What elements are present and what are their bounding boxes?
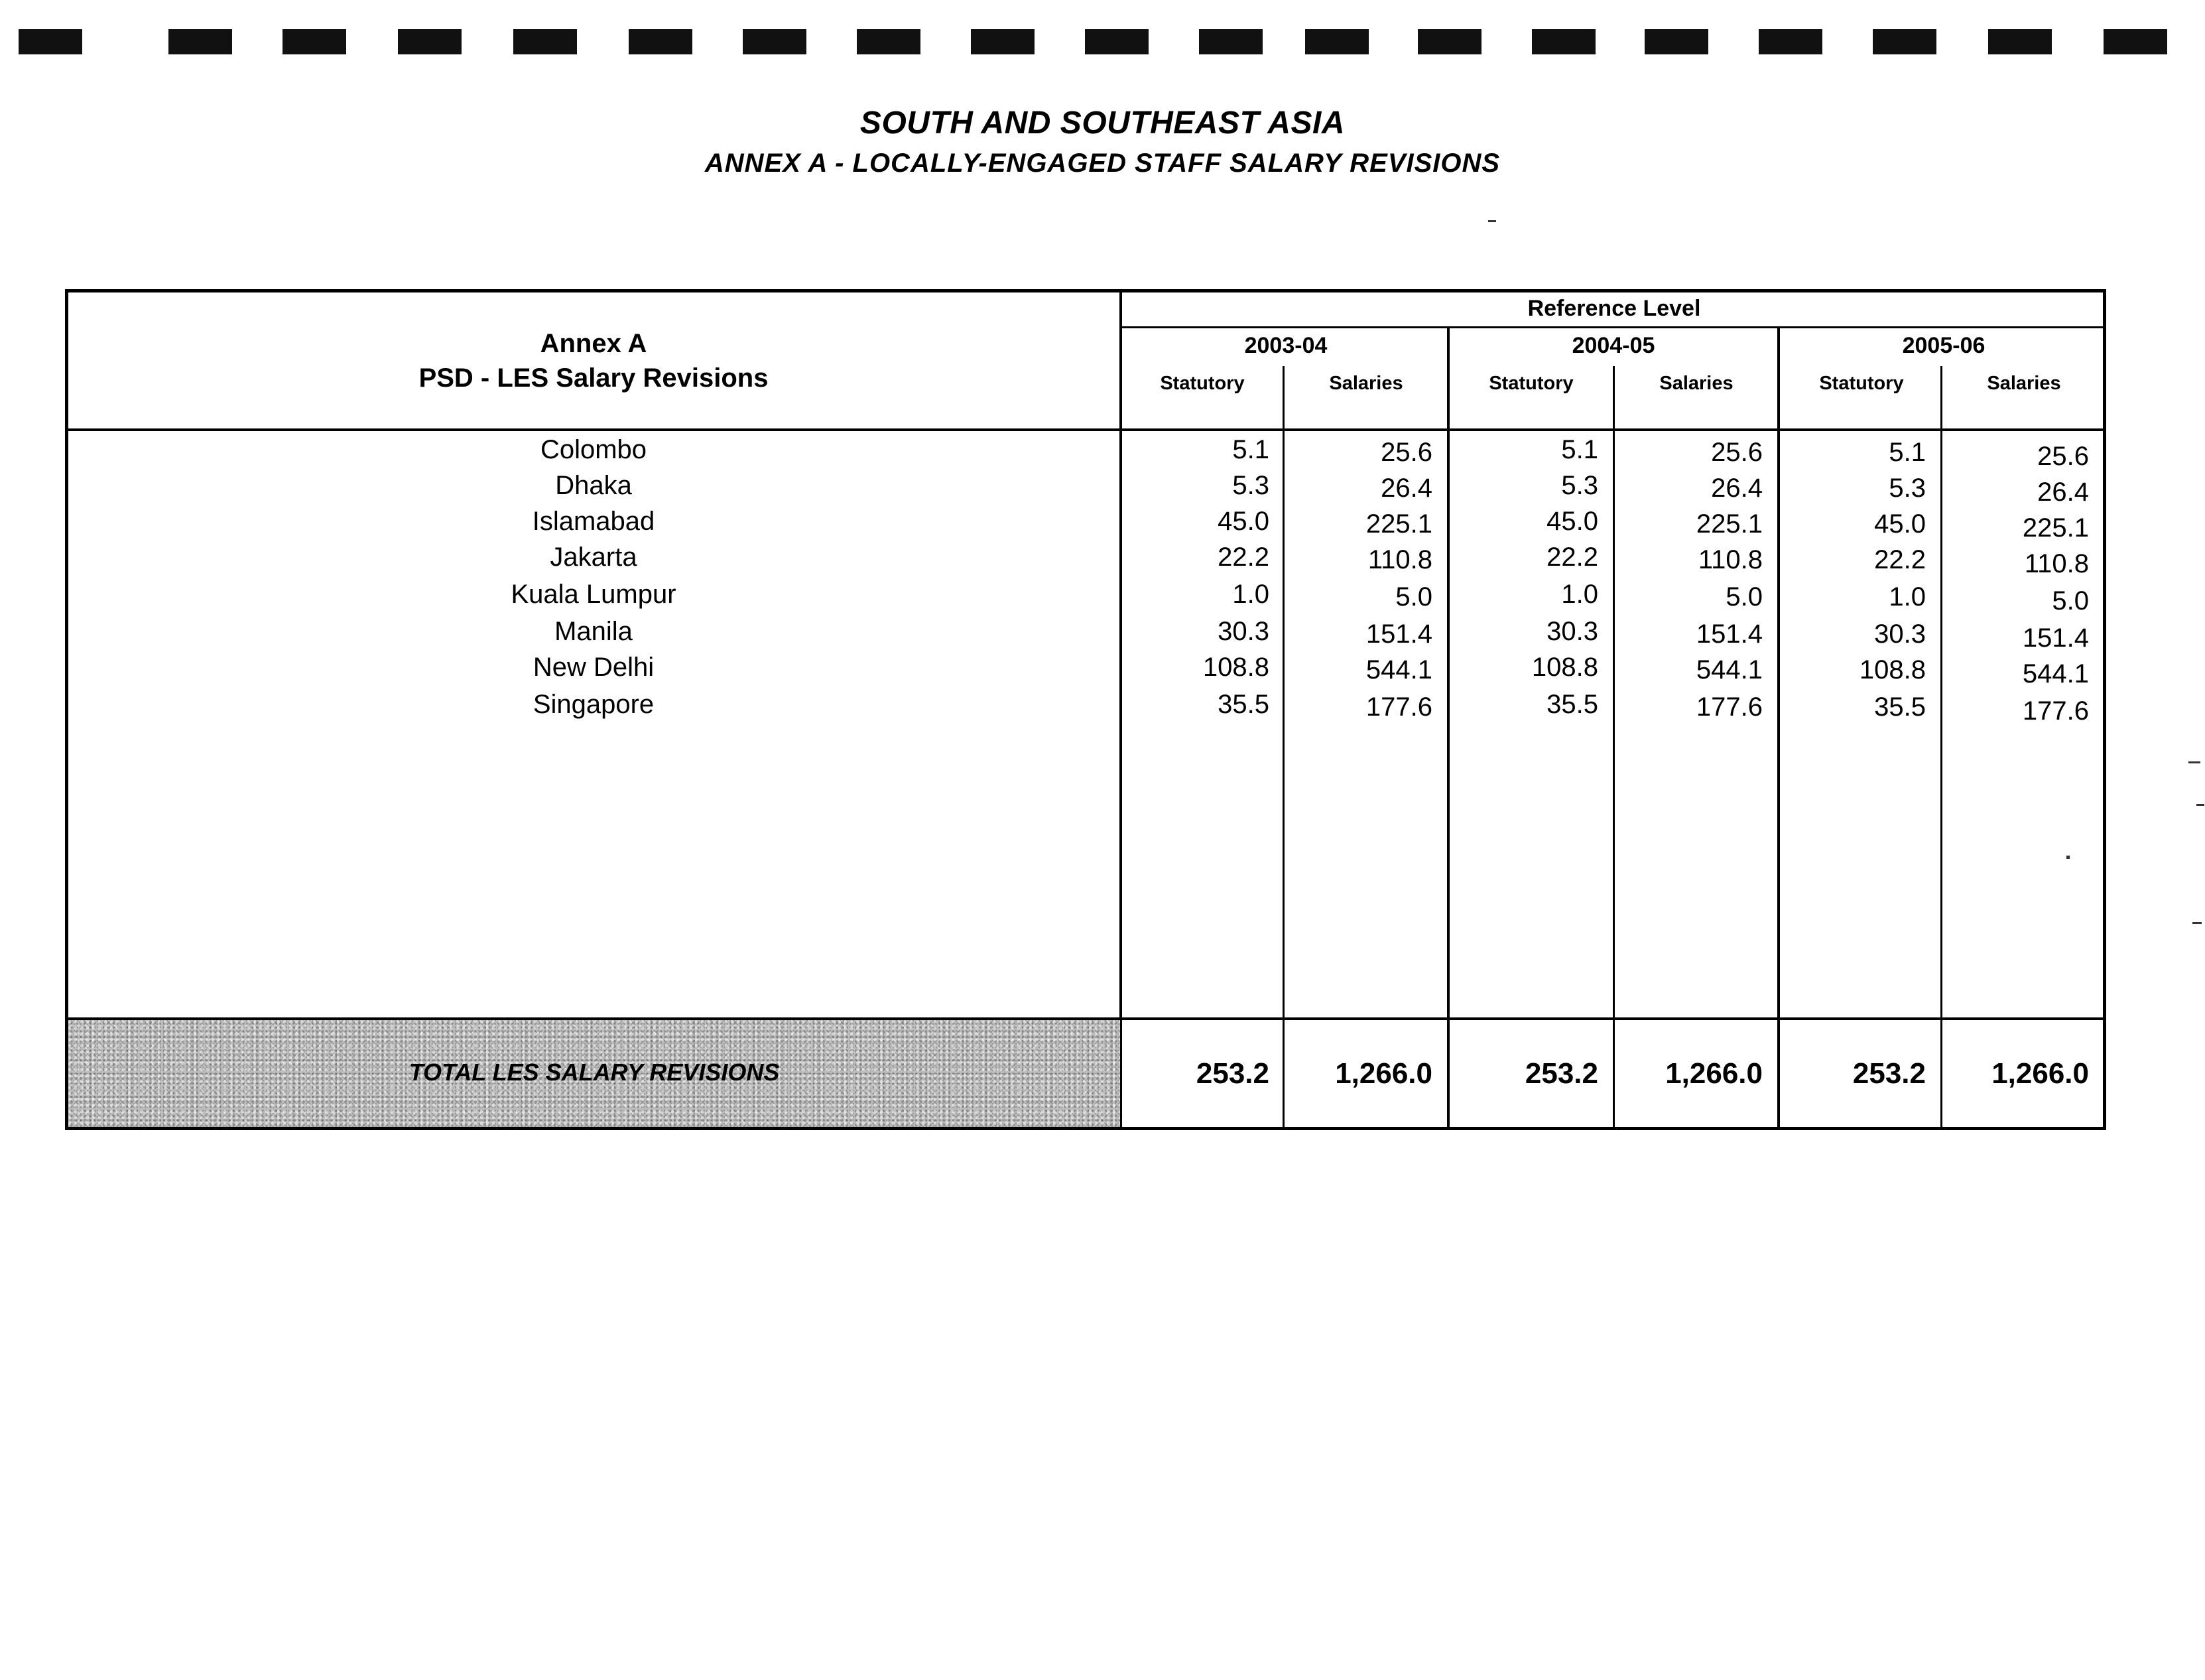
document-subtitle: ANNEX A - LOCALLY-ENGAGED STAFF SALARY REVISIONS (704, 149, 1501, 178)
table-cell: 5.0 (1726, 582, 1763, 612)
row-city: New Delhi (533, 653, 655, 682)
table-cell: 5.3 (1889, 474, 1926, 503)
total-value: 1,266.0 (1991, 1057, 2089, 1090)
table-cell: 151.4 (1365, 619, 1432, 649)
row-city: Jakarta (550, 543, 637, 572)
table-cell: 177.6 (2022, 696, 2089, 726)
row-city: Singapore (533, 690, 655, 719)
table-cell: 5.3 (1561, 471, 1598, 500)
table-cell: 35.5 (1874, 692, 1926, 722)
total-value: 253.2 (1852, 1057, 1926, 1090)
table-cell: 45.0 (1874, 509, 1926, 539)
table-cell: 225.1 (1696, 509, 1763, 539)
grid-line (65, 428, 2106, 431)
table-cell: 26.4 (2037, 478, 2089, 507)
table-cell: 22.2 (1546, 543, 1598, 572)
year-header: 2004-05 (1572, 333, 1655, 358)
table-cell: 151.4 (2022, 623, 2089, 653)
total-value: 253.2 (1525, 1057, 1598, 1090)
table-cell: 177.6 (1696, 692, 1763, 722)
row-city: Kuala Lumpur (511, 580, 676, 609)
table-cell: 108.8 (1531, 653, 1598, 682)
table-cell: 110.8 (2024, 549, 2089, 578)
table-cell: 110.8 (1698, 545, 1763, 574)
scan-speck (1488, 220, 1496, 222)
table-cell: 5.1 (1232, 435, 1269, 464)
table-cell: 35.5 (1218, 690, 1269, 719)
row-city: Dhaka (555, 471, 632, 500)
table-cell: 1.0 (1232, 580, 1269, 609)
table-cell: 30.3 (1546, 617, 1598, 646)
table-cell: 1.0 (1889, 582, 1926, 612)
column-header-salaries: Salaries (1987, 373, 2061, 394)
table-cell: 5.0 (2052, 586, 2089, 615)
grid-line (1119, 326, 2106, 328)
table-cell: 151.4 (1696, 619, 1763, 649)
scan-speck (2188, 761, 2200, 763)
annex-title: Annex A (540, 329, 647, 358)
table-cell: 35.5 (1546, 690, 1598, 719)
table-cell: 5.0 (1395, 582, 1432, 612)
column-header-statutory: Statutory (1819, 373, 1904, 394)
scan-speck (2196, 804, 2204, 806)
table-cell: 45.0 (1546, 507, 1598, 536)
table-cell: 108.8 (1859, 655, 1926, 684)
table-cell: 26.4 (1711, 474, 1763, 503)
table-cell: 5.1 (1561, 435, 1598, 464)
reference-level-header: Reference Level (1527, 296, 1701, 321)
year-header: 2003-04 (1244, 333, 1328, 358)
table-cell: 544.1 (1696, 655, 1763, 684)
document-title: SOUTH AND SOUTHEAST ASIA (859, 105, 1346, 141)
table-cell: 30.3 (1218, 617, 1269, 646)
table-cell: 25.6 (1381, 438, 1432, 467)
total-value: 1,266.0 (1665, 1057, 1763, 1090)
scan-speck (2066, 856, 2070, 859)
column-header-statutory: Statutory (1160, 373, 1245, 394)
column-header-salaries: Salaries (1329, 373, 1403, 394)
table-cell: 108.8 (1202, 653, 1269, 682)
table-cell: 25.6 (2037, 442, 2089, 471)
annex-subtitle: PSD - LES Salary Revisions (418, 363, 769, 393)
total-value: 1,266.0 (1335, 1057, 1432, 1090)
table-cell: 30.3 (1874, 619, 1926, 649)
table-cell: 26.4 (1381, 474, 1432, 503)
table-cell: 5.3 (1232, 471, 1269, 500)
table-cell: 177.6 (1365, 692, 1432, 722)
table-cell: 544.1 (1365, 655, 1432, 684)
scan-edge-strip (19, 29, 2167, 60)
table-cell: 45.0 (1218, 507, 1269, 536)
table-cell: 22.2 (1218, 543, 1269, 572)
total-row-label: TOTAL LES SALARY REVISIONS (409, 1059, 780, 1086)
table-cell: 225.1 (1365, 509, 1432, 539)
column-header-statutory: Statutory (1489, 373, 1574, 394)
table-cell: 1.0 (1561, 580, 1598, 609)
scan-speck (2192, 922, 2202, 924)
table-cell: 5.1 (1889, 438, 1926, 467)
table-cell: 544.1 (2022, 659, 2089, 688)
total-value: 253.2 (1196, 1057, 1269, 1090)
table-cell: 110.8 (1367, 545, 1432, 574)
table-cell: 25.6 (1711, 438, 1763, 467)
row-city: Islamabad (532, 507, 655, 536)
table-cell: 22.2 (1874, 545, 1926, 574)
year-header: 2005-06 (1902, 333, 1985, 358)
row-city: Manila (554, 617, 633, 646)
row-city: Colombo (540, 435, 647, 464)
column-header-salaries: Salaries (1659, 373, 1733, 394)
table-cell: 225.1 (2022, 513, 2089, 543)
